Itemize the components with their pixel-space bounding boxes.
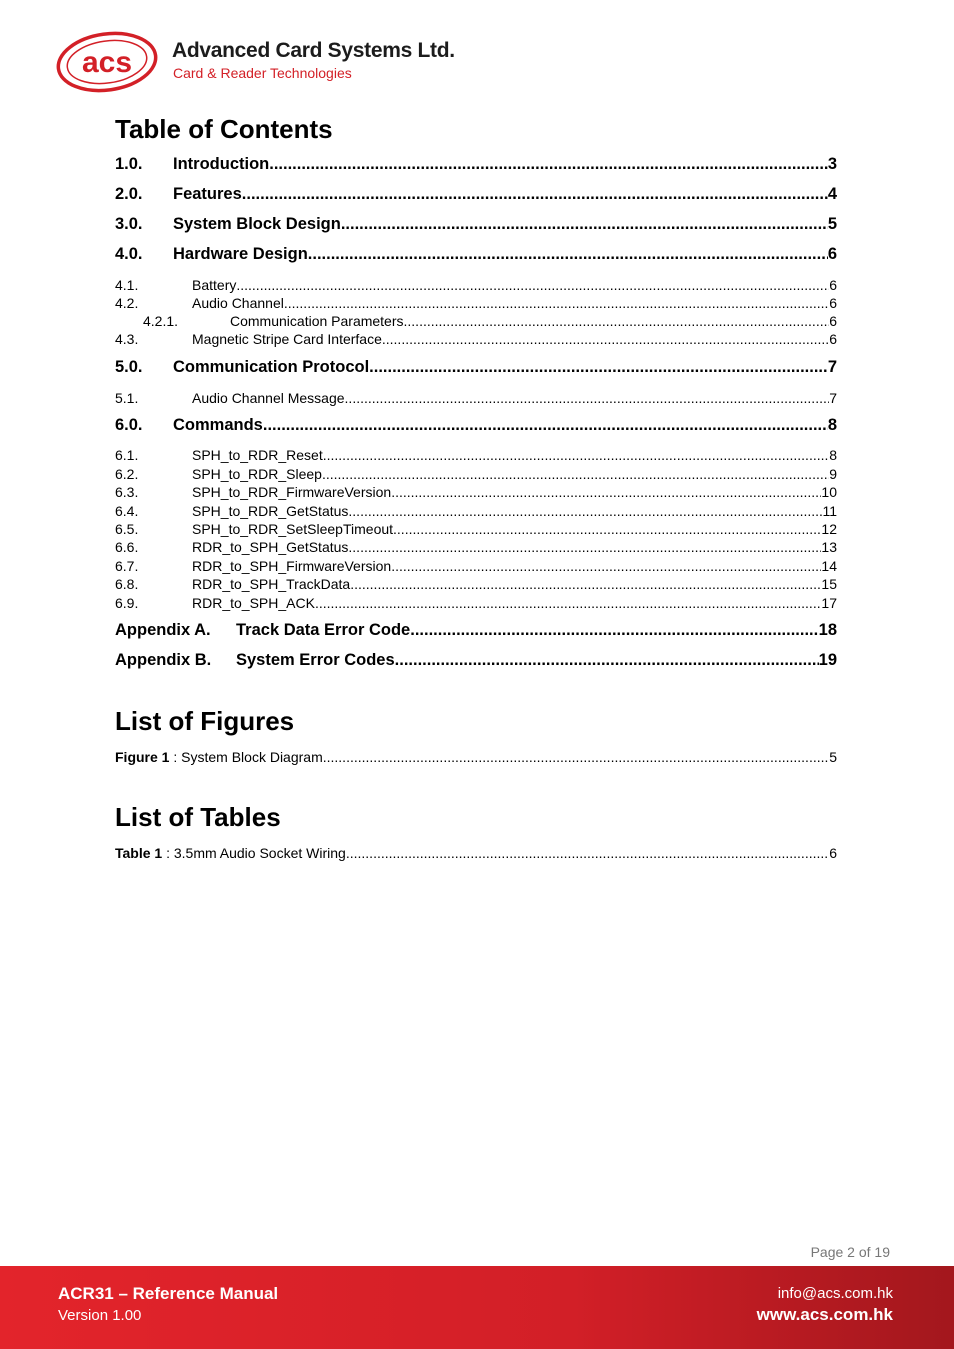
toc-entry[interactable]: 4.0. Hardware Design ..... 6 (115, 244, 837, 264)
acs-logo-icon (55, 30, 160, 94)
document-version: Version 1.00 (58, 1307, 142, 1324)
toc-entry[interactable]: 6.5. SPH_to_RDR_SetSleepTimeout ..... 12 (115, 517, 837, 537)
company-logo (55, 30, 465, 94)
website-link[interactable]: www.acs.com.hk (756, 1305, 893, 1324)
toc-entry[interactable]: 3.0. System Block Design ..... 5 (115, 214, 837, 234)
toc-entry[interactable]: 6.8. RDR_to_SPH_TrackData ..... 15 (115, 572, 837, 592)
footer-bar (0, 1266, 954, 1349)
toc-entry[interactable]: 6.9. RDR_to_SPH_ACK ..... 17 (115, 591, 837, 611)
toc-entry[interactable]: 2.0. Features ..... 4 (115, 184, 837, 204)
toc-entry[interactable]: 6.3. SPH_to_RDR_FirmwareVersion ..... 10 (115, 480, 837, 500)
toc-entry[interactable]: 4.1. Battery ..... 6 (115, 273, 837, 293)
toc-entry[interactable]: Appendix A. Track Data Error Code ..... 18 (115, 620, 837, 640)
toc-entry[interactable]: 4.2. Audio Channel ..... 6 (115, 291, 837, 311)
svg-text:acs: acs (81, 46, 133, 79)
toc-entry[interactable]: Appendix B. System Error Codes ..... 19 (115, 650, 837, 670)
toc-entry[interactable]: 5.0. Communication Protocol ..... 7 (115, 357, 837, 377)
figures-heading: List of Figures (115, 706, 295, 736)
company-tagline: Card & Reader Technologies (173, 65, 352, 81)
toc-entry[interactable]: 4.2.1. Communication Parameters ..... 6 (115, 309, 837, 329)
figure-entry[interactable]: Figure 1 : System Block Diagram ..... 5 (115, 745, 837, 765)
toc-entry[interactable]: 6.2. SPH_to_RDR_Sleep ..... 9 (115, 462, 837, 482)
toc-entry[interactable]: 4.3. Magnetic Stripe Card Interface ..... 6 (115, 327, 837, 347)
toc-entry[interactable]: 6.7. RDR_to_SPH_FirmwareVersion ..... 14 (115, 554, 837, 574)
page-indicator: Page 2 of 19 (810, 1244, 890, 1260)
toc-entry[interactable]: 5.1. Audio Channel Message ..... 7 (115, 386, 837, 406)
toc-entry[interactable]: 1.0. Introduction ..... 3 (115, 154, 837, 174)
document-title: ACR31 – Reference Manual (58, 1284, 279, 1303)
toc-entry[interactable]: 6.0. Commands ..... 8 (115, 415, 837, 435)
toc-entry[interactable]: 6.6. RDR_to_SPH_GetStatus ..... 13 (115, 535, 837, 555)
tables-heading: List of Tables (115, 802, 281, 832)
company-name: Advanced Card Systems Ltd. (172, 39, 455, 62)
table-entry[interactable]: Table 1 : 3.5mm Audio Socket Wiring ..... 6 (115, 841, 837, 861)
toc-entry[interactable]: 6.4. SPH_to_RDR_GetStatus ..... 11 (115, 499, 837, 519)
toc-heading: Table of Contents (115, 114, 333, 144)
toc-entry[interactable]: 6.1. SPH_to_RDR_Reset ..... 8 (115, 443, 837, 463)
contact-email-link[interactable]: info@acs.com.hk (777, 1285, 893, 1302)
